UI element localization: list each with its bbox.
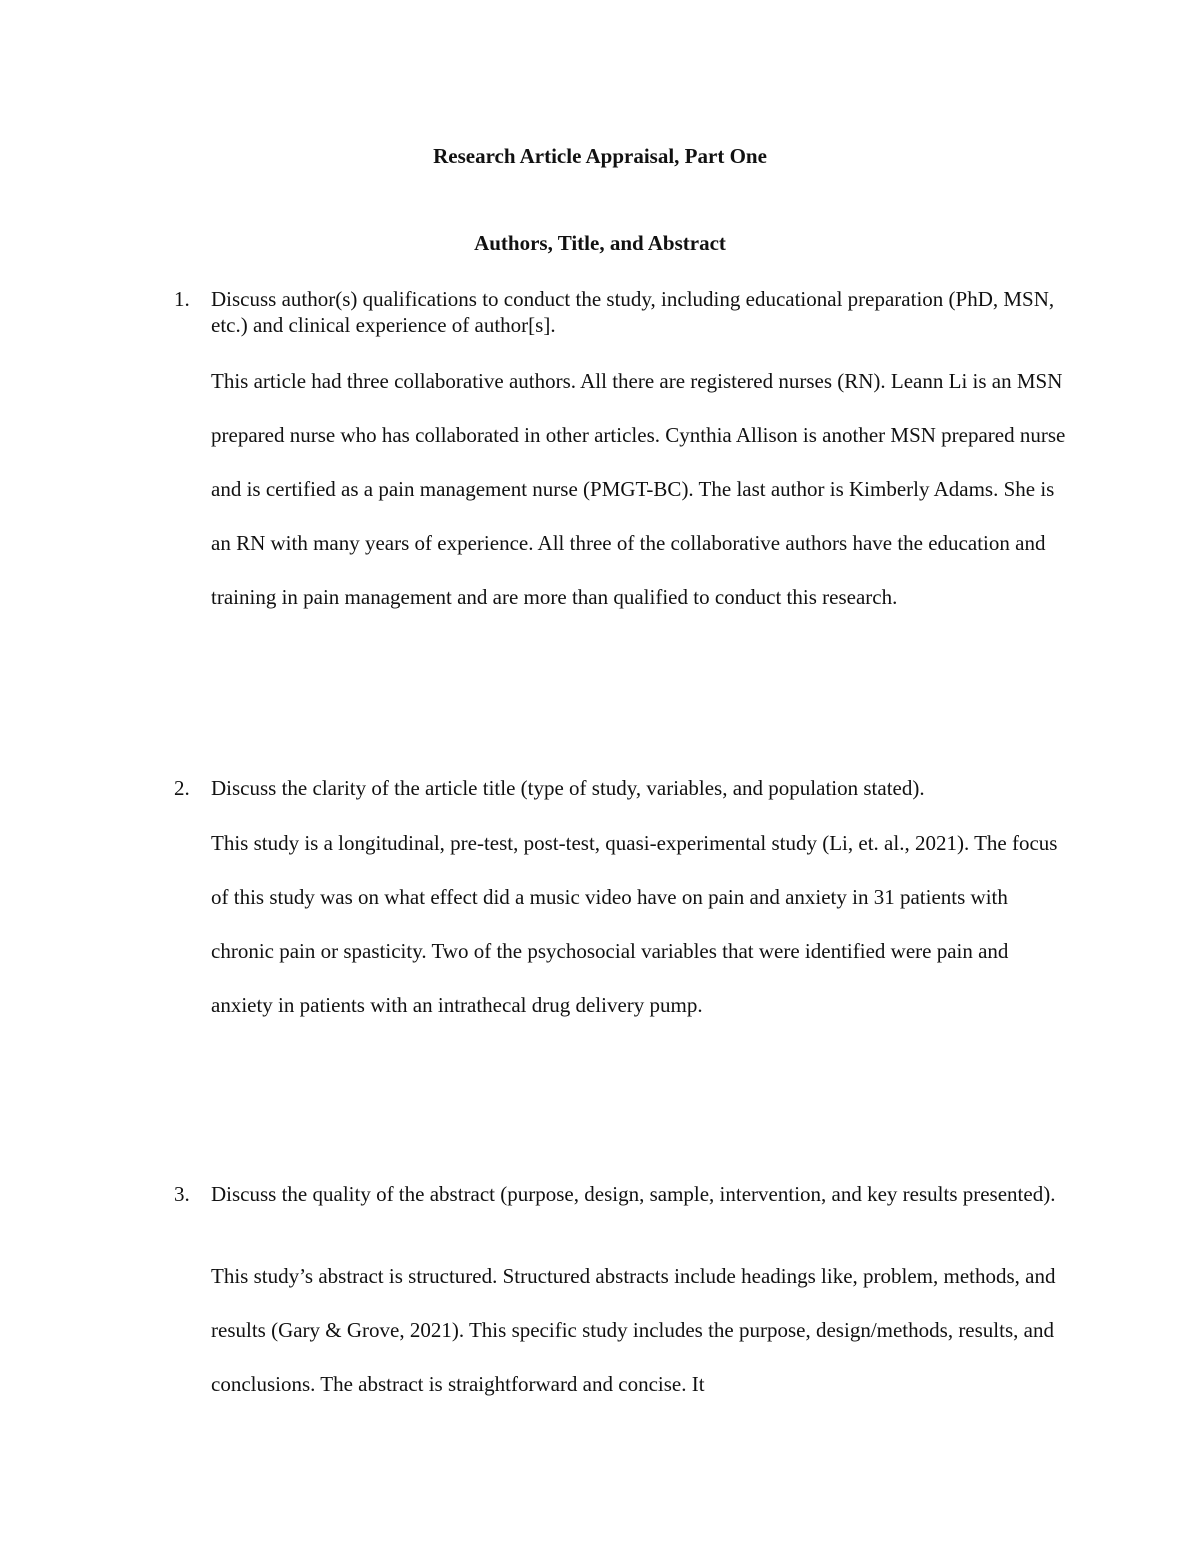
question-2-answer: This study is a longitudinal, pre-test, post-test, quasi-experimental study (Li, et. al., 2021). The focus of this study was on what effect did a music video have on pain and anxiety in 31 patients with chronic pain or spasticity. Two of the psychosocial variables that were identified were pain and anxiety in patients with an intrathecal drug delivery pump.	[211, 831, 1058, 1017]
question-2-prompt: Discuss the clarity of the article title (type of study, variables, and population stated).	[211, 776, 925, 800]
document-title: Research Article Appraisal, Part One	[433, 144, 767, 168]
question-3-answer: This study’s abstract is structured. Structured abstracts include headings like, problem, methods, and results (Gary & Grove, 2021). This specific study includes the purpose, design/methods, results, and conclusions. The abstract is straightforward and concise. It	[211, 1264, 1056, 1396]
question-1-answer: This article had three collaborative authors. All there are registered nurses (RN). Leann Li is an MSN prepared nurse who has collaborated in other articles. Cynthia Allison is another MSN prepared nurse and is certified as a pain management nurse (PMGT-BC). The last author is Kimberly Adams. She is an RN with many years of experience. All three of the collaborative authors have the education and training in pain management and are more than qualified to conduct this research.	[211, 369, 1066, 609]
question-2-number: 2.	[174, 776, 190, 800]
question-3-number: 3.	[174, 1182, 190, 1206]
question-3-prompt: Discuss the quality of the abstract (purpose, design, sample, intervention, and key results presented).	[211, 1182, 1056, 1206]
question-1-prompt: Discuss author(s) qualifications to conduct the study, including educational preparation (PhD, MSN, etc.) and clinical experience of author[s].	[211, 287, 1055, 337]
question-1-number: 1.	[174, 287, 190, 311]
section-heading: Authors, Title, and Abstract	[474, 231, 726, 255]
